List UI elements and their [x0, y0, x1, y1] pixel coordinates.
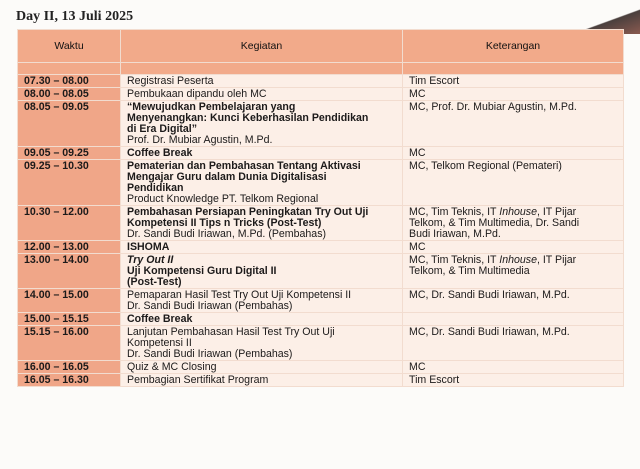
time-cell: 16.05 – 16.30 — [18, 374, 121, 387]
session-title-line: di Era Digital” — [127, 123, 198, 135]
schedule-table — [17, 29, 624, 387]
table-row — [18, 326, 624, 361]
note-text: Telkom, & Tim Multimedia — [409, 265, 530, 277]
note-cell — [403, 206, 624, 241]
note-text: MC, Tim Teknis, IT Inhouse, IT Pijar — [409, 206, 577, 218]
activity-cell — [121, 75, 403, 88]
speaker-name: Dr. Sandi Budi Iriawan (Pembahas) — [127, 300, 293, 312]
note-cell — [403, 147, 624, 160]
activity-text: Coffee Break — [127, 147, 193, 159]
table-row — [18, 206, 624, 241]
activity-cell — [121, 374, 403, 387]
header-waktu: Waktu — [18, 30, 121, 63]
header-keterangan: Keterangan — [403, 30, 624, 63]
time-cell: 15.15 – 16.00 — [18, 326, 121, 361]
note-text: Budi Iriawan, M.Pd. — [409, 228, 501, 240]
time-cell: 12.00 – 13.00 — [18, 241, 121, 254]
activity-cell — [121, 101, 403, 147]
table-header-row — [18, 30, 624, 63]
activity-cell — [121, 147, 403, 160]
table-row — [18, 289, 624, 313]
table-row — [18, 88, 624, 101]
table-row — [18, 374, 624, 387]
activity-text: Pemaparan Hasil Test Try Out Uji Kompetensi II — [127, 289, 352, 301]
session-title-line: Uji Kompetensi Guru Digital II — [127, 265, 277, 277]
session-title-line: (Post-Test) — [127, 276, 182, 288]
header-kegiatan: Kegiatan — [121, 30, 403, 63]
table-row — [18, 241, 624, 254]
table-row — [18, 160, 624, 206]
note-text: MC, Tim Teknis, IT Inhouse, IT Pijar — [409, 254, 577, 266]
table-row — [18, 313, 624, 326]
activity-cell — [121, 254, 403, 289]
note-cell — [403, 160, 624, 206]
note-cell — [403, 75, 624, 88]
day-title: Day II, 13 Juli 2025 — [16, 9, 134, 24]
table-row — [18, 254, 624, 289]
note-text: MC, Prof. Dr. Mubiar Agustin, M.Pd. — [409, 101, 577, 113]
activity-text: Registrasi Peserta — [127, 75, 214, 87]
activity-text: Coffee Break — [127, 313, 193, 325]
speaker-name: Prof. Dr. Mubiar Agustin, M.Pd. — [127, 134, 273, 146]
activity-text: Lanjutan Pembahasan Hasil Test Try Out Uji — [127, 326, 335, 338]
table-row — [18, 75, 624, 88]
note-cell — [403, 374, 624, 387]
time-cell: 15.00 – 15.15 — [18, 313, 121, 326]
speaker-name: Dr. Sandi Budi Iriawan (Pembahas) — [127, 348, 293, 360]
note-text: Tim Escort — [409, 75, 460, 87]
time-cell: 13.00 – 14.00 — [18, 254, 121, 289]
note-cell — [403, 241, 624, 254]
note-cell — [403, 326, 624, 361]
activity-cell — [121, 313, 403, 326]
note-text: MC — [409, 361, 426, 373]
time-cell: 08.05 – 09.05 — [18, 101, 121, 147]
activity-text: Kompetensi II — [127, 337, 192, 349]
note-text: MC, Telkom Regional (Pemateri) — [409, 160, 562, 172]
note-text: MC, Dr. Sandi Budi Iriawan, M.Pd. — [409, 289, 570, 301]
activity-text: Quiz & MC Closing — [127, 361, 217, 373]
session-title-line: Mengajar Guru dalam Dunia Digitalisasi — [127, 171, 327, 183]
note-text: MC — [409, 241, 426, 253]
time-cell: 09.05 – 09.25 — [18, 147, 121, 160]
activity-cell — [121, 326, 403, 361]
note-text: Tim Escort — [409, 374, 460, 386]
time-cell: 10.30 – 12.00 — [18, 206, 121, 241]
activity-cell — [121, 289, 403, 313]
activity-cell — [121, 241, 403, 254]
activity-cell — [121, 88, 403, 101]
note-cell — [403, 101, 624, 147]
note-cell — [403, 361, 624, 374]
time-cell: 14.00 – 15.00 — [18, 289, 121, 313]
activity-cell — [121, 361, 403, 374]
note-cell — [403, 254, 624, 289]
session-title-line: “Mewujudkan Pembelajaran yang — [127, 101, 296, 113]
activity-text: Pembagian Sertifikat Program — [127, 374, 269, 386]
session-title-line: Menyenangkan: Kunci Keberhasilan Pendidikan — [127, 112, 369, 124]
note-cell — [403, 313, 624, 326]
note-text: Telkom, & Tim Multimedia, Dr. Sandi — [409, 217, 580, 229]
time-cell: 09.25 – 10.30 — [18, 160, 121, 206]
note-text: MC — [409, 88, 426, 100]
time-cell: 07.30 – 08.00 — [18, 75, 121, 88]
activity-cell — [121, 160, 403, 206]
note-cell — [403, 289, 624, 313]
speaker-name: Dr. Sandi Budi Iriawan, M.Pd. (Pembahas) — [127, 228, 327, 240]
session-title-line: Kompetensi II Tips n Tricks (Post-Test) — [127, 217, 322, 229]
table-row — [18, 147, 624, 160]
activity-cell — [121, 206, 403, 241]
session-title-line: Try Out II — [127, 254, 174, 266]
table-row — [18, 361, 624, 374]
note-text: MC — [409, 147, 426, 159]
activity-text: ISHOMA — [127, 241, 170, 253]
activity-text: Pembukaan dipandu oleh MC — [127, 88, 267, 100]
table-row — [18, 101, 624, 147]
speaker-name: Product Knowledge PT. Telkom Regional — [127, 193, 319, 205]
session-title-line: Pematerian dan Pembahasan Tentang Aktivasi — [127, 160, 361, 172]
note-cell — [403, 88, 624, 101]
time-cell: 08.00 – 08.05 — [18, 88, 121, 101]
session-title-line: Pendidikan — [127, 182, 184, 194]
session-title-line: Pembahasan Persiapan Peningkatan Try Out Uji — [127, 206, 369, 218]
time-cell: 16.00 – 16.05 — [18, 361, 121, 374]
header-spacer-row — [18, 63, 624, 75]
note-text: MC, Dr. Sandi Budi Iriawan, M.Pd. — [409, 326, 570, 338]
